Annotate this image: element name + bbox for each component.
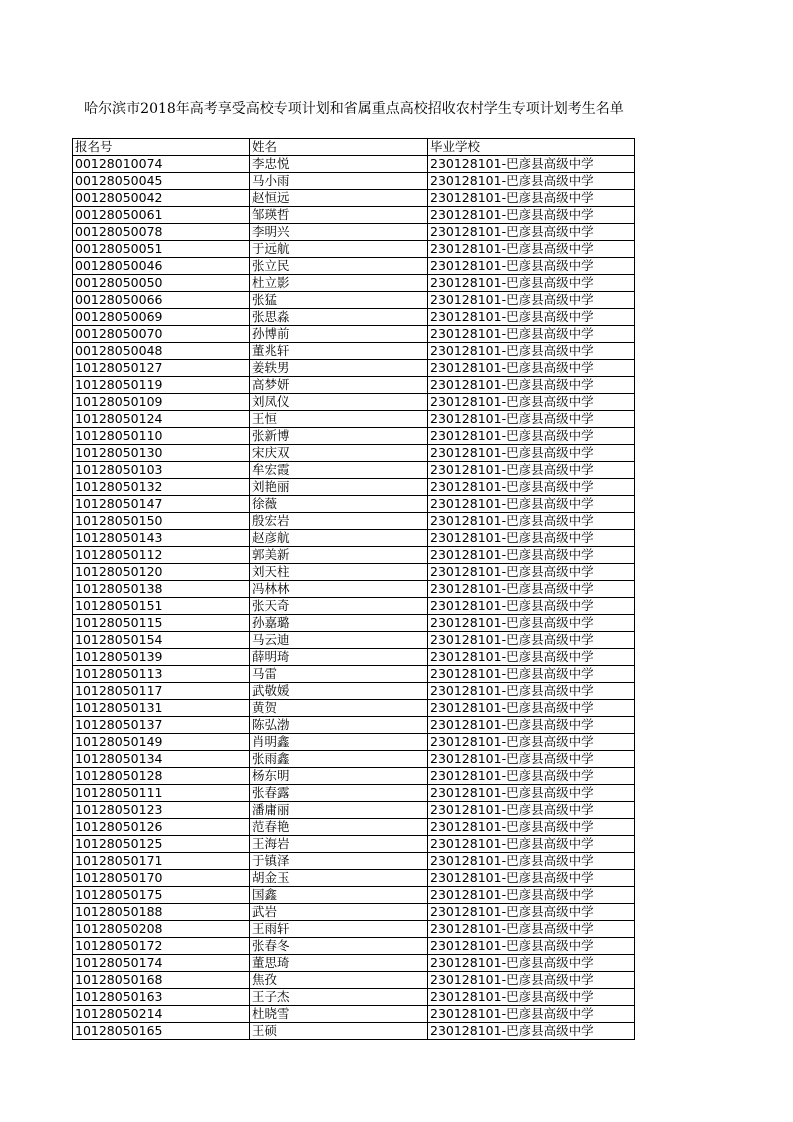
student-name-cell: 王雨轩 (250, 921, 428, 938)
registration-number-cell: 10128050138 (73, 581, 250, 598)
school-cell: 230128101-巴彦县高级中学 (428, 513, 635, 530)
header-registration-number: 报名号 (73, 139, 250, 156)
school-cell: 230128101-巴彦县高级中学 (428, 394, 635, 411)
table-row (73, 530, 635, 547)
student-name-cell: 焦孜 (250, 972, 428, 989)
registration-number-cell: 00128050078 (73, 224, 250, 241)
table-row (73, 615, 635, 632)
school-cell: 230128101-巴彦县高级中学 (428, 360, 635, 377)
school-cell: 230128101-巴彦县高级中学 (428, 853, 635, 870)
registration-number-cell: 00128050051 (73, 241, 250, 258)
school-cell: 230128101-巴彦县高级中学 (428, 547, 635, 564)
school-cell: 230128101-巴彦县高级中学 (428, 207, 635, 224)
student-name-cell: 董兆轩 (250, 343, 428, 360)
student-name-cell: 张新博 (250, 428, 428, 445)
student-name-cell: 范春艳 (250, 819, 428, 836)
table-row (73, 938, 635, 955)
registration-number-cell: 10128050123 (73, 802, 250, 819)
registration-number-cell: 10128050150 (73, 513, 250, 530)
student-name-cell: 冯林林 (250, 581, 428, 598)
registration-number-cell: 10128050112 (73, 547, 250, 564)
student-name-cell: 刘艳丽 (250, 479, 428, 496)
student-name-cell: 薛明琦 (250, 649, 428, 666)
registration-number-cell: 10128050147 (73, 496, 250, 513)
registration-number-cell: 00128050046 (73, 258, 250, 275)
registration-number-cell: 00128050066 (73, 292, 250, 309)
table-row (73, 921, 635, 938)
school-cell: 230128101-巴彦县高级中学 (428, 921, 635, 938)
registration-number-cell: 10128050170 (73, 870, 250, 887)
registration-number-cell: 10128050165 (73, 1023, 250, 1040)
student-name-cell: 李忠悦 (250, 156, 428, 173)
school-cell: 230128101-巴彦县高级中学 (428, 972, 635, 989)
registration-number-cell: 10128050137 (73, 717, 250, 734)
student-name-cell: 刘凤仪 (250, 394, 428, 411)
student-name-cell: 刘天柱 (250, 564, 428, 581)
table-row (73, 666, 635, 683)
school-cell: 230128101-巴彦县高级中学 (428, 649, 635, 666)
table-row (73, 462, 635, 479)
student-name-cell: 孙博前 (250, 326, 428, 343)
student-name-cell: 郭美新 (250, 547, 428, 564)
student-name-cell: 张立民 (250, 258, 428, 275)
registration-number-cell: 10128050154 (73, 632, 250, 649)
student-name-cell: 李明兴 (250, 224, 428, 241)
student-name-cell: 牟宏霞 (250, 462, 428, 479)
school-cell: 230128101-巴彦县高级中学 (428, 819, 635, 836)
registration-number-cell: 00128050045 (73, 173, 250, 190)
table-row (73, 1023, 635, 1040)
student-name-cell: 马雷 (250, 666, 428, 683)
registration-number-cell: 10128050149 (73, 734, 250, 751)
school-cell: 230128101-巴彦县高级中学 (428, 989, 635, 1006)
school-cell: 230128101-巴彦县高级中学 (428, 377, 635, 394)
table-row (73, 649, 635, 666)
table-row (73, 547, 635, 564)
registration-number-cell: 10128050188 (73, 904, 250, 921)
school-cell: 230128101-巴彦县高级中学 (428, 734, 635, 751)
table-row (73, 445, 635, 462)
student-name-cell: 王硕 (250, 1023, 428, 1040)
registration-number-cell: 10128050131 (73, 700, 250, 717)
table-row (73, 224, 635, 241)
student-name-cell: 张猛 (250, 292, 428, 309)
registration-number-cell: 00128050069 (73, 309, 250, 326)
student-name-cell: 潘庸丽 (250, 802, 428, 819)
student-name-cell: 武岩 (250, 904, 428, 921)
table-row (73, 377, 635, 394)
school-cell: 230128101-巴彦县高级中学 (428, 462, 635, 479)
registration-number-cell: 00128050050 (73, 275, 250, 292)
table-row (73, 785, 635, 802)
registration-number-cell: 10128050175 (73, 887, 250, 904)
registration-number-cell: 10128050134 (73, 751, 250, 768)
student-name-cell: 武敬媛 (250, 683, 428, 700)
school-cell: 230128101-巴彦县高级中学 (428, 241, 635, 258)
school-cell: 230128101-巴彦县高级中学 (428, 1023, 635, 1040)
student-name-cell: 赵恒远 (250, 190, 428, 207)
student-name-cell: 王海岩 (250, 836, 428, 853)
registration-number-cell: 10128050208 (73, 921, 250, 938)
school-cell: 230128101-巴彦县高级中学 (428, 479, 635, 496)
table-row (73, 496, 635, 513)
student-name-cell: 张春冬 (250, 938, 428, 955)
table-row (73, 700, 635, 717)
student-name-cell: 马小雨 (250, 173, 428, 190)
school-cell: 230128101-巴彦县高级中学 (428, 428, 635, 445)
student-name-cell: 孙嘉璐 (250, 615, 428, 632)
table-row (73, 581, 635, 598)
registration-number-cell: 10128050171 (73, 853, 250, 870)
registration-number-cell: 00128050061 (73, 207, 250, 224)
school-cell: 230128101-巴彦县高级中学 (428, 156, 635, 173)
registration-number-cell: 10128050117 (73, 683, 250, 700)
school-cell: 230128101-巴彦县高级中学 (428, 683, 635, 700)
registration-number-cell: 10128050103 (73, 462, 250, 479)
school-cell: 230128101-巴彦县高级中学 (428, 938, 635, 955)
school-cell: 230128101-巴彦县高级中学 (428, 564, 635, 581)
student-name-cell: 张思淼 (250, 309, 428, 326)
school-cell: 230128101-巴彦县高级中学 (428, 309, 635, 326)
school-cell: 230128101-巴彦县高级中学 (428, 955, 635, 972)
registration-number-cell: 10128050128 (73, 768, 250, 785)
registration-number-cell: 10128050120 (73, 564, 250, 581)
student-name-cell: 张雨鑫 (250, 751, 428, 768)
student-name-cell: 胡金玉 (250, 870, 428, 887)
registration-number-cell: 10128050109 (73, 394, 250, 411)
registration-number-cell: 10128050132 (73, 479, 250, 496)
header-name: 姓名 (250, 139, 428, 156)
table-row (73, 819, 635, 836)
school-cell: 230128101-巴彦县高级中学 (428, 785, 635, 802)
table-row (73, 751, 635, 768)
registration-number-cell: 10128050110 (73, 428, 250, 445)
school-cell: 230128101-巴彦县高级中学 (428, 258, 635, 275)
table-row (73, 853, 635, 870)
student-name-cell: 于镇泽 (250, 853, 428, 870)
table-row (73, 802, 635, 819)
school-cell: 230128101-巴彦县高级中学 (428, 411, 635, 428)
school-cell: 230128101-巴彦县高级中学 (428, 751, 635, 768)
registration-number-cell: 10128050139 (73, 649, 250, 666)
document-title: 哈尔滨市2018年高考享受高校专项计划和省属重点高校招收农村学生专项计划考生名单 (84, 101, 624, 117)
registration-number-cell: 00128050048 (73, 343, 250, 360)
registration-number-cell: 10128050119 (73, 377, 250, 394)
table-row (73, 887, 635, 904)
student-name-cell: 于远航 (250, 241, 428, 258)
table-row (73, 343, 635, 360)
table-row (73, 411, 635, 428)
table-row (73, 190, 635, 207)
table-row (73, 717, 635, 734)
student-name-cell: 姜轶男 (250, 360, 428, 377)
school-cell: 230128101-巴彦县高级中学 (428, 190, 635, 207)
table-row (73, 513, 635, 530)
table-row (73, 632, 635, 649)
registration-number-cell: 10128050151 (73, 598, 250, 615)
table-row (73, 836, 635, 853)
student-name-cell: 董思琦 (250, 955, 428, 972)
registration-number-cell: 10128050127 (73, 360, 250, 377)
table-row (73, 241, 635, 258)
student-name-cell: 赵彦航 (250, 530, 428, 547)
student-name-cell: 马云迪 (250, 632, 428, 649)
school-cell: 230128101-巴彦县高级中学 (428, 904, 635, 921)
student-name-cell: 殷宏岩 (250, 513, 428, 530)
registration-number-cell: 10128050168 (73, 972, 250, 989)
registration-number-cell: 10128050125 (73, 836, 250, 853)
student-name-cell: 杨东明 (250, 768, 428, 785)
table-row (73, 870, 635, 887)
student-name-cell: 王子杰 (250, 989, 428, 1006)
registration-number-cell: 10128050214 (73, 1006, 250, 1023)
table-row (73, 207, 635, 224)
school-cell: 230128101-巴彦县高级中学 (428, 700, 635, 717)
table-row (73, 598, 635, 615)
school-cell: 230128101-巴彦县高级中学 (428, 870, 635, 887)
table-row (73, 564, 635, 581)
student-name-cell: 高梦妍 (250, 377, 428, 394)
table-row (73, 955, 635, 972)
registration-number-cell: 10128050172 (73, 938, 250, 955)
student-name-cell: 杜立影 (250, 275, 428, 292)
school-cell: 230128101-巴彦县高级中学 (428, 445, 635, 462)
student-name-cell: 邹瑛哲 (250, 207, 428, 224)
table-row (73, 173, 635, 190)
student-name-cell: 王恒 (250, 411, 428, 428)
student-name-cell: 徐薇 (250, 496, 428, 513)
school-cell: 230128101-巴彦县高级中学 (428, 632, 635, 649)
school-cell: 230128101-巴彦县高级中学 (428, 173, 635, 190)
student-name-cell: 肖明鑫 (250, 734, 428, 751)
table-row (73, 292, 635, 309)
table-row (73, 1006, 635, 1023)
table-row (73, 326, 635, 343)
registration-number-cell: 10128050126 (73, 819, 250, 836)
table-row (73, 428, 635, 445)
school-cell: 230128101-巴彦县高级中学 (428, 615, 635, 632)
school-cell: 230128101-巴彦县高级中学 (428, 717, 635, 734)
student-name-cell: 国鑫 (250, 887, 428, 904)
registration-number-cell: 10128050113 (73, 666, 250, 683)
registration-number-cell: 10128050143 (73, 530, 250, 547)
registration-number-cell: 10128050115 (73, 615, 250, 632)
school-cell: 230128101-巴彦县高级中学 (428, 836, 635, 853)
school-cell: 230128101-巴彦县高级中学 (428, 802, 635, 819)
school-cell: 230128101-巴彦县高级中学 (428, 343, 635, 360)
registration-number-cell: 00128050070 (73, 326, 250, 343)
registration-number-cell: 00128050042 (73, 190, 250, 207)
school-cell: 230128101-巴彦县高级中学 (428, 275, 635, 292)
student-list-table (72, 138, 635, 1040)
school-cell: 230128101-巴彦县高级中学 (428, 598, 635, 615)
school-cell: 230128101-巴彦县高级中学 (428, 887, 635, 904)
registration-number-cell: 10128050174 (73, 955, 250, 972)
student-name-cell: 张春露 (250, 785, 428, 802)
table-row (73, 683, 635, 700)
school-cell: 230128101-巴彦县高级中学 (428, 1006, 635, 1023)
table-row (73, 989, 635, 1006)
registration-number-cell: 00128010074 (73, 156, 250, 173)
table-row (73, 734, 635, 751)
table-row (73, 258, 635, 275)
table-row (73, 394, 635, 411)
table-row (73, 156, 635, 173)
table-row (73, 479, 635, 496)
student-name-cell: 张天奇 (250, 598, 428, 615)
student-name-cell: 黄贺 (250, 700, 428, 717)
registration-number-cell: 10128050163 (73, 989, 250, 1006)
school-cell: 230128101-巴彦县高级中学 (428, 292, 635, 309)
registration-number-cell: 10128050130 (73, 445, 250, 462)
school-cell: 230128101-巴彦县高级中学 (428, 768, 635, 785)
table-header-row (73, 139, 635, 156)
table-row (73, 972, 635, 989)
registration-number-cell: 10128050111 (73, 785, 250, 802)
student-name-cell: 陈弘渤 (250, 717, 428, 734)
school-cell: 230128101-巴彦县高级中学 (428, 530, 635, 547)
table-row (73, 768, 635, 785)
registration-number-cell: 10128050124 (73, 411, 250, 428)
table-row (73, 275, 635, 292)
table-row (73, 309, 635, 326)
header-school: 毕业学校 (428, 139, 635, 156)
school-cell: 230128101-巴彦县高级中学 (428, 581, 635, 598)
table-row (73, 904, 635, 921)
school-cell: 230128101-巴彦县高级中学 (428, 496, 635, 513)
student-name-cell: 杜晓雪 (250, 1006, 428, 1023)
school-cell: 230128101-巴彦县高级中学 (428, 666, 635, 683)
student-name-cell: 宋庆双 (250, 445, 428, 462)
school-cell: 230128101-巴彦县高级中学 (428, 224, 635, 241)
table-row (73, 360, 635, 377)
school-cell: 230128101-巴彦县高级中学 (428, 326, 635, 343)
